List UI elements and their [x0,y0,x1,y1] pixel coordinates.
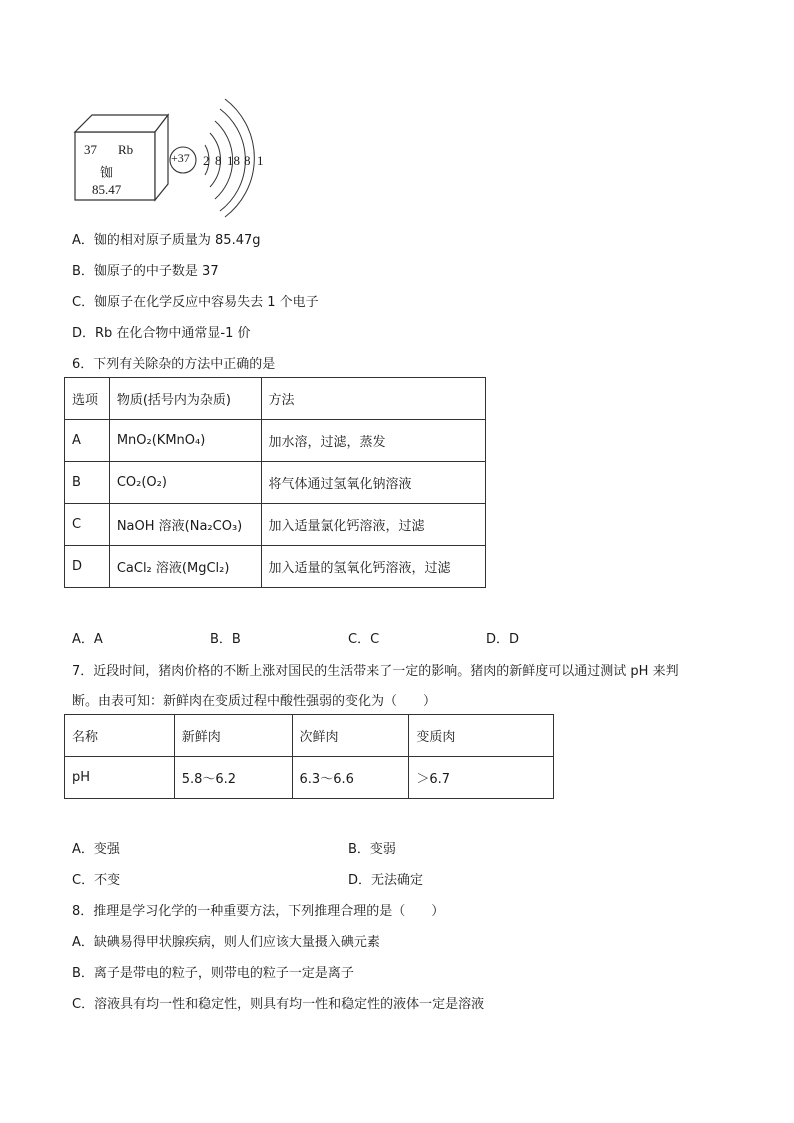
header-name: 名称 [65,715,175,757]
row-less-fresh-ph: 6.3～6.6 [292,757,409,799]
header-method: 方法 [261,378,485,420]
q5-option-c: C．铷原子在化学反应中容易失去 1 个电子 [72,295,319,310]
element-symbol: Rb [118,142,134,157]
element-name: 铷 [100,166,114,181]
atomic-mass: 85.47 [92,182,122,197]
table-row [65,420,486,462]
q8-option-a: A．缺碘易得甲状腺疾病，则人们应该大量摄入碘元素 [72,935,380,950]
q7-question-line1: 7．近段时间，猪肉价格的不断上涨对国民的生活带来了一定的影响。猪肉的新鲜度可以通过测试 pH 来判 [72,664,679,679]
table-row [65,546,486,588]
header-spoiled: 变质肉 [409,715,554,757]
q7-choice-b: B．变弱 [348,842,396,857]
q7-table [64,714,554,799]
row-substance: CO₂(O₂) [109,462,261,504]
q8-question: 8．推理是学习化学的一种重要方法，下列推理合理的是（ ） [72,904,445,919]
row-method: 加入适量的氢氧化钙溶液，过滤 [261,546,485,588]
shell-4-count: 8 [244,153,251,168]
shell-2-count: 8 [215,153,222,168]
row-option: C [65,504,110,546]
row-method: 将气体通过氢氧化钠溶液 [261,462,485,504]
table-header-row [65,378,486,420]
q8-option-c: C．溶液具有均一性和稳定性，则具有均一性和稳定性的液体一定是溶液 [72,997,485,1012]
header-fresh: 新鲜肉 [174,715,292,757]
row-option: B [65,462,110,504]
q7-choice-d: D．无法确定 [348,873,424,888]
header-option: 选项 [65,378,110,420]
q6-choice-c: C．C [348,632,380,647]
table-header-row [65,715,554,757]
row-option: D [65,546,110,588]
row-substance: MnO₂(KMnO₄) [109,420,261,462]
q5-option-b: B．铷原子的中子数是 37 [72,264,219,279]
q7-choice-c: C．不变 [72,873,121,888]
q6-choice-b: B．B [210,632,241,647]
q6-choice-d: D．D [486,632,520,647]
row-method: 加入适量氯化钙溶液，过滤 [261,504,485,546]
shell-3-count: 18 [227,153,240,168]
table-row [65,462,486,504]
q7-choice-a: A．变强 [72,842,120,857]
row-label: pH [65,757,175,799]
table-row [65,504,486,546]
q6-choice-a: A．A [72,632,103,647]
atomic-number: 37 [84,142,97,157]
header-less-fresh: 次鲜肉 [292,715,409,757]
table-row [65,757,554,799]
nucleus-charge: +37 [171,151,190,165]
shell-1-count: 2 [203,153,210,168]
q6-table [64,377,486,588]
row-fresh-ph: 5.8～6.2 [174,757,292,799]
q6-question: 6．下列有关除杂的方法中正确的是 [72,357,276,372]
header-substance: 物质(括号内为杂质) [109,378,261,420]
q8-option-b: B．离子是带电的粒子，则带电的粒子一定是离子 [72,966,354,981]
row-substance: CaCl₂ 溶液(MgCl₂) [109,546,261,588]
q5-option-a: A．铷的相对原子质量为 85.47g [72,233,261,248]
row-substance: NaOH 溶液(Na₂CO₃) [109,504,261,546]
row-spoiled-ph: ＞6.7 [409,757,554,799]
row-option: A [65,420,110,462]
q5-option-d: D．Rb 在化合物中通常显-1 价 [72,326,251,341]
shell-5-count: 1 [257,153,264,168]
q7-question-line2: 断。由表可知：新鲜肉在变质过程中酸性强弱的变化为（ ） [72,694,437,709]
row-method: 加水溶，过滤，蒸发 [261,420,485,462]
